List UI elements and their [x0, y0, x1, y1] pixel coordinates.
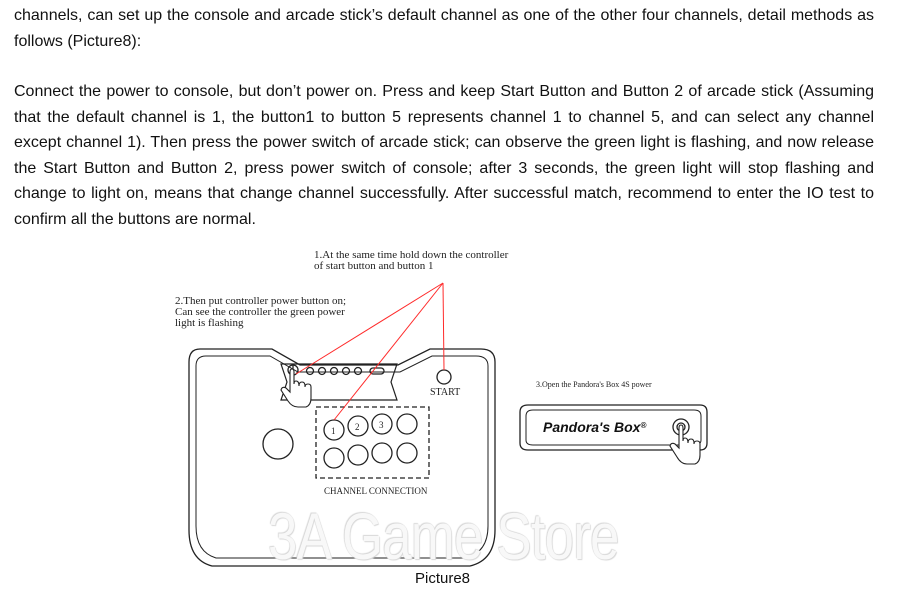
note-3: 3.Open the Pandora's Box 4S power — [536, 380, 652, 389]
button-label-1: 1 — [331, 426, 336, 436]
figure-caption: Picture8 — [415, 570, 471, 587]
action-button-6 — [348, 445, 368, 465]
status-led — [370, 368, 384, 374]
channel-led-4 — [343, 368, 350, 375]
action-button-4 — [397, 414, 417, 434]
watermark-text: 3A Game Store — [268, 499, 619, 573]
note-1-line-1: 1.At the same time hold down the controller — [314, 249, 509, 261]
button-label-3: 3 — [379, 420, 384, 430]
note-2-line-3: light is flashing — [175, 317, 244, 329]
start-label: START — [430, 387, 461, 398]
console-brand: Pandora's Box® — [543, 419, 647, 435]
channel-led-1 — [307, 368, 314, 375]
channel-led-3 — [331, 368, 338, 375]
button-label-2: 2 — [355, 422, 360, 432]
channel-led-2 — [319, 368, 326, 375]
action-button-5 — [324, 448, 344, 468]
channel-connection-label: CHANNEL CONNECTION — [324, 486, 428, 496]
intro-paragraph: channels, can set up the console and arcade stick’s default channel as one of the other four channels, detail methods as follows (Picture8): — [14, 7, 874, 50]
start-button — [437, 370, 451, 384]
note-2-line-1: 2.Then put controller power button on; — [175, 295, 347, 307]
joystick — [263, 429, 293, 459]
action-button-7 — [372, 443, 392, 463]
action-button-8 — [397, 443, 417, 463]
channel-led-5 — [355, 368, 362, 375]
pointer-line-to-start — [443, 283, 444, 370]
note-1-line-2: of start button and button 1 — [314, 260, 434, 272]
instruction-paragraph: Connect the power to console, but don’t power on. Press and keep Start Button and Button 2 of arcade stick (Assuming that the default channel is 1, the button1 to button 5 represents channel 1 to channel 5, and can select any channel except channel 1). Then press the power switch of arcade stick; can observe the green light is flashing, and now release the Start Button and Button 2, press power switch of console; after 3 seconds, the green light will stop flashing and change to light on, means that change channel successfully. After successful match, recommend to enter the IO test to confirm all the buttons are normal. — [14, 83, 874, 228]
note-2-line-2: Can see the controller the green power — [175, 306, 345, 318]
